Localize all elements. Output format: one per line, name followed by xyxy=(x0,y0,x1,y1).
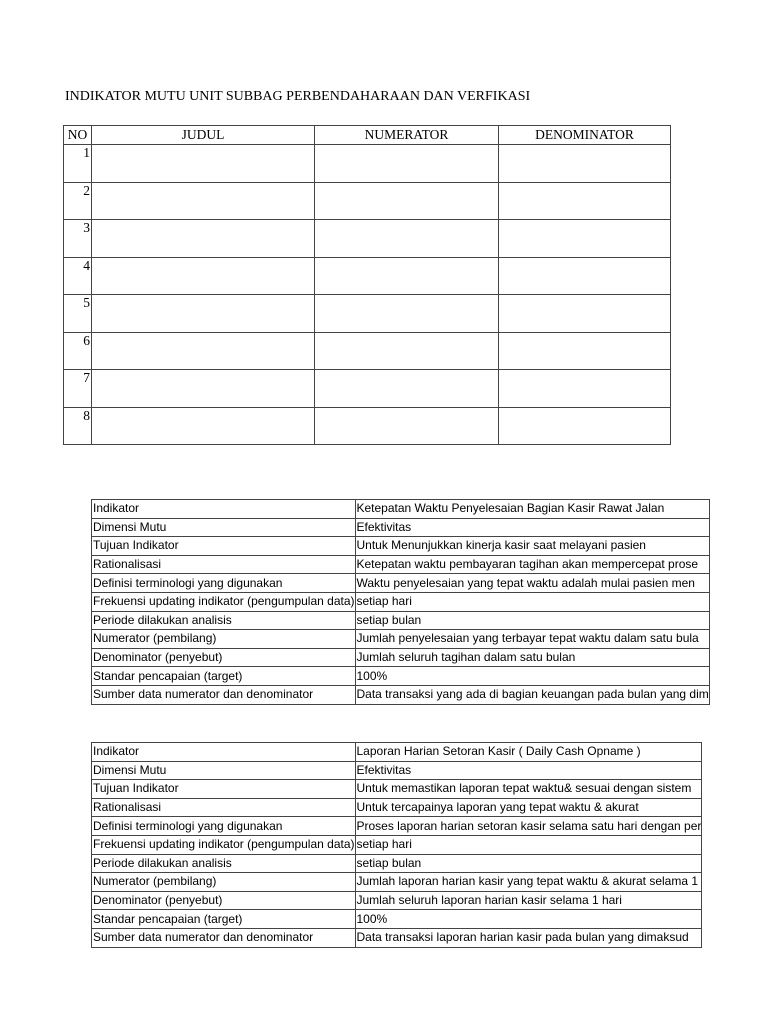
judul-cell xyxy=(92,145,315,183)
indicator-detail-row xyxy=(92,611,710,630)
page-title: INDIKATOR MUTU UNIT SUBBAG PERBENDAHARAAN DAN VERFIKASI xyxy=(65,89,531,104)
indicator-field-value-text: Untuk tercapainya laporan yang tepat waktu & akurat xyxy=(356,800,639,815)
table-header-row xyxy=(64,126,671,145)
indicator-field-label: Numerator (pembilang) xyxy=(92,630,356,649)
denominator-cell xyxy=(499,257,671,295)
indicator-field-value xyxy=(355,648,709,667)
indicator-field-value-text: Jumlah penyelesaian yang terbayar tepat waktu dalam satu bula xyxy=(356,631,699,646)
indicator-field-label: Rationalisasi xyxy=(92,555,356,574)
table-row xyxy=(64,407,671,445)
indicator-field-label: Tujuan Indikator xyxy=(92,780,356,799)
indicator-field-value-text: Untuk memastikan laporan tepat waktu& sesuai dengan sistem xyxy=(356,781,692,796)
numerator-cell xyxy=(315,295,499,333)
table-row xyxy=(64,295,671,333)
indicator-detail-row xyxy=(92,817,702,836)
indicator-field-label: Dimensi Mutu xyxy=(92,761,356,780)
indicator-field-value-text: 100% xyxy=(356,911,388,926)
indicator-detail-row xyxy=(92,780,702,799)
indicator-field-value xyxy=(355,537,709,556)
indicator-field-value xyxy=(355,817,702,836)
indicator-field-label: Dimensi Mutu xyxy=(92,518,356,537)
indicator-detail-row xyxy=(92,574,710,593)
indicator-detail-row xyxy=(92,592,710,611)
indicator-field-value xyxy=(355,518,709,537)
denominator-cell xyxy=(499,220,671,258)
row-number: 8 xyxy=(64,407,92,445)
numerator-cell xyxy=(315,407,499,445)
indicator-detail-row xyxy=(92,630,710,649)
indicator-field-value xyxy=(355,592,709,611)
indicator-field-value-text: setiap hari xyxy=(356,837,412,852)
indicator-field-label: Rationalisasi xyxy=(92,798,356,817)
table-row xyxy=(64,182,671,220)
indicator-field-value-text: Efektivitas xyxy=(356,762,412,777)
indicator-field-value xyxy=(355,910,702,929)
numerator-cell xyxy=(315,332,499,370)
indicator-field-value-text: Data transaksi yang ada di bagian keuangan pada bulan yang dim xyxy=(356,687,709,702)
indicator-detail-row xyxy=(92,910,702,929)
table-row xyxy=(64,257,671,295)
table-row xyxy=(64,145,671,183)
indicator-field-value xyxy=(355,928,702,947)
indicator-field-value-text: Jumlah seluruh tagihan dalam satu bulan xyxy=(356,650,576,665)
indicator-field-label: Frekuensi updating indikator (pengumpulan data) xyxy=(92,835,356,854)
indicator-field-value-text: setiap hari xyxy=(356,594,412,609)
indicator-field-label: Periode dilakukan analisis xyxy=(92,854,356,873)
indicator-field-value xyxy=(355,630,709,649)
indicator-field-value-text: Untuk Menunjukkan kinerja kasir saat melayani pasien xyxy=(356,538,646,553)
table-row xyxy=(64,332,671,370)
indicator-detail-row xyxy=(92,555,710,574)
numerator-cell xyxy=(315,257,499,295)
indicator-detail-table-1 xyxy=(91,499,710,705)
table-row xyxy=(64,370,671,408)
indicator-field-value xyxy=(355,555,709,574)
row-number: 1 xyxy=(64,145,92,183)
judul-cell xyxy=(92,370,315,408)
numerator-cell xyxy=(315,220,499,258)
indicator-field-value-text: 100% xyxy=(356,668,388,683)
judul-cell xyxy=(92,257,315,295)
indicator-field-value-text: Jumlah laporan harian kasir yang tepat waktu & akurat selama 1 xyxy=(356,874,699,889)
denominator-cell xyxy=(499,332,671,370)
indicator-field-label: Denominator (penyebut) xyxy=(92,891,356,910)
indicator-field-value xyxy=(355,574,709,593)
indicator-field-value xyxy=(355,743,702,762)
judul-cell xyxy=(92,182,315,220)
judul-cell xyxy=(92,295,315,333)
indicator-field-value-text: setiap bulan xyxy=(356,612,422,627)
numerator-cell xyxy=(315,370,499,408)
indicator-detail-row xyxy=(92,743,702,762)
indicator-field-value-text: Efektivitas xyxy=(356,519,412,534)
indicator-field-label: Indikator xyxy=(92,500,356,519)
indicator-field-value xyxy=(355,854,702,873)
indicator-field-label: Numerator (pembilang) xyxy=(92,873,356,892)
indicator-detail-row xyxy=(92,537,710,556)
indicator-field-label: Periode dilakukan analisis xyxy=(92,611,356,630)
indicator-detail-row xyxy=(92,667,710,686)
indicator-field-label: Frekuensi updating indikator (pengumpulan data) xyxy=(92,592,356,611)
header-no: NO xyxy=(64,126,92,145)
indicator-field-label: Standar pencapaian (target) xyxy=(92,910,356,929)
judul-cell xyxy=(92,332,315,370)
indicator-field-value xyxy=(355,891,702,910)
row-number: 7 xyxy=(64,370,92,408)
indicator-field-label: Tujuan Indikator xyxy=(92,537,356,556)
indicator-detail-row xyxy=(92,685,710,704)
indicator-field-value xyxy=(355,873,702,892)
header-denominator: DENOMINATOR xyxy=(499,126,671,145)
denominator-cell xyxy=(499,407,671,445)
indicator-field-label: Definisi terminologi yang digunakan xyxy=(92,574,356,593)
indicator-field-value-text: Jumlah seluruh laporan harian kasir selama 1 hari xyxy=(356,893,622,908)
indicator-field-value-text: Waktu penyelesaian yang tepat waktu adalah mulai pasien men xyxy=(356,575,695,590)
indicator-field-label: Standar pencapaian (target) xyxy=(92,667,356,686)
row-number: 2 xyxy=(64,182,92,220)
indicator-field-label: Sumber data numerator dan denominator xyxy=(92,928,356,947)
indicator-detail-row xyxy=(92,500,710,519)
indicator-field-value-text: Proses laporan harian setoran kasir selama satu hari dengan per xyxy=(356,818,702,833)
indicator-field-value-text: Laporan Harian Setoran Kasir ( Daily Cash Opname ) xyxy=(356,744,641,759)
indicator-detail-row xyxy=(92,518,710,537)
indicator-detail-row xyxy=(92,891,702,910)
indicator-detail-row xyxy=(92,798,702,817)
indicator-field-value-text: Ketepatan Waktu Penyelesaian Bagian Kasir Rawat Jalan xyxy=(356,501,665,516)
indicator-detail-row xyxy=(92,873,702,892)
denominator-cell xyxy=(499,145,671,183)
indicator-field-label: Sumber data numerator dan denominator xyxy=(92,685,356,704)
indicator-detail-row xyxy=(92,854,702,873)
indicator-field-value xyxy=(355,667,709,686)
table-row xyxy=(64,220,671,258)
indicator-field-value-text: Ketepatan waktu pembayaran tagihan akan mempercepat prose xyxy=(356,557,699,572)
row-number: 4 xyxy=(64,257,92,295)
indicator-field-value xyxy=(355,611,709,630)
judul-cell xyxy=(92,407,315,445)
row-number: 5 xyxy=(64,295,92,333)
indicator-detail-row xyxy=(92,648,710,667)
indicator-field-value xyxy=(355,780,702,799)
indicator-detail-row xyxy=(92,835,702,854)
header-numerator: NUMERATOR xyxy=(315,126,499,145)
denominator-cell xyxy=(499,370,671,408)
indicator-detail-row xyxy=(92,761,702,780)
indicator-field-value xyxy=(355,835,702,854)
indicator-field-value xyxy=(355,761,702,780)
indicator-field-value xyxy=(355,798,702,817)
numerator-cell xyxy=(315,182,499,220)
indicator-summary-table xyxy=(63,125,671,445)
indicator-field-value-text: Data transaksi laporan harian kasir pada bulan yang dimaksud xyxy=(356,930,689,945)
denominator-cell xyxy=(499,295,671,333)
indicator-field-value-text: setiap bulan xyxy=(356,855,422,870)
indicator-field-value xyxy=(355,500,709,519)
header-judul: JUDUL xyxy=(92,126,315,145)
numerator-cell xyxy=(315,145,499,183)
judul-cell xyxy=(92,220,315,258)
row-number: 6 xyxy=(64,332,92,370)
indicator-detail-row xyxy=(92,928,702,947)
indicator-field-label: Indikator xyxy=(92,743,356,762)
indicator-field-label: Definisi terminologi yang digunakan xyxy=(92,817,356,836)
row-number: 3 xyxy=(64,220,92,258)
indicator-detail-table-2 xyxy=(91,742,702,948)
indicator-field-value xyxy=(355,685,709,704)
indicator-field-label: Denominator (penyebut) xyxy=(92,648,356,667)
denominator-cell xyxy=(499,182,671,220)
